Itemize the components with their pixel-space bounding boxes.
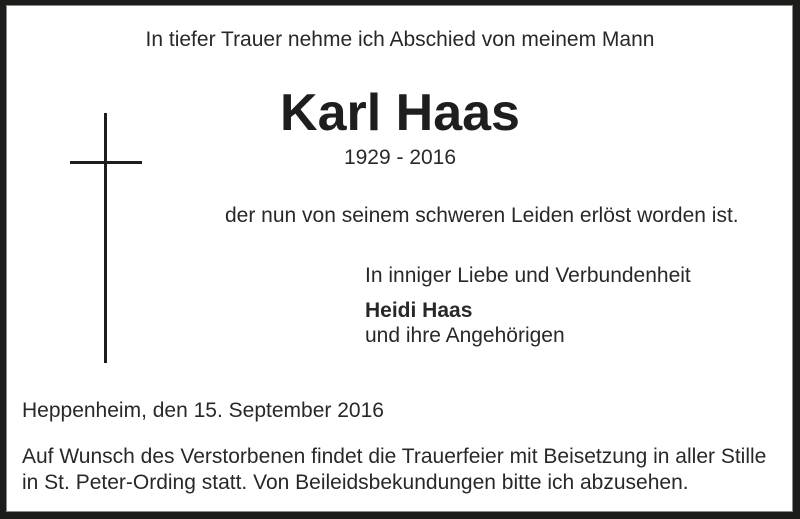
- deceased-name: Karl Haas: [280, 84, 520, 142]
- funeral-note-line-1: Auf Wunsch des Verstorbenen findet die Trauerfeier mit Beisetzung in aller Stille: [22, 445, 767, 468]
- funeral-note-line-2: in St. Peter-Ording statt. Von Beileidsbekundungen bitte ich abzusehen.: [22, 471, 689, 494]
- relief-line: der nun von seinem schweren Leiden erlöst worden ist.: [225, 204, 739, 227]
- mourner-name: Heidi Haas: [365, 299, 473, 322]
- place-date-line: Heppenheim, den 15. September 2016: [22, 399, 384, 422]
- mourner-addition: und ihre Angehörigen: [365, 324, 565, 347]
- intro-line: In tiefer Trauer nehme ich Abschied von meinem Mann: [145, 28, 655, 51]
- life-years: 1929 - 2016: [343, 146, 457, 169]
- closing-line: In inniger Liebe und Verbundenheit: [365, 264, 691, 287]
